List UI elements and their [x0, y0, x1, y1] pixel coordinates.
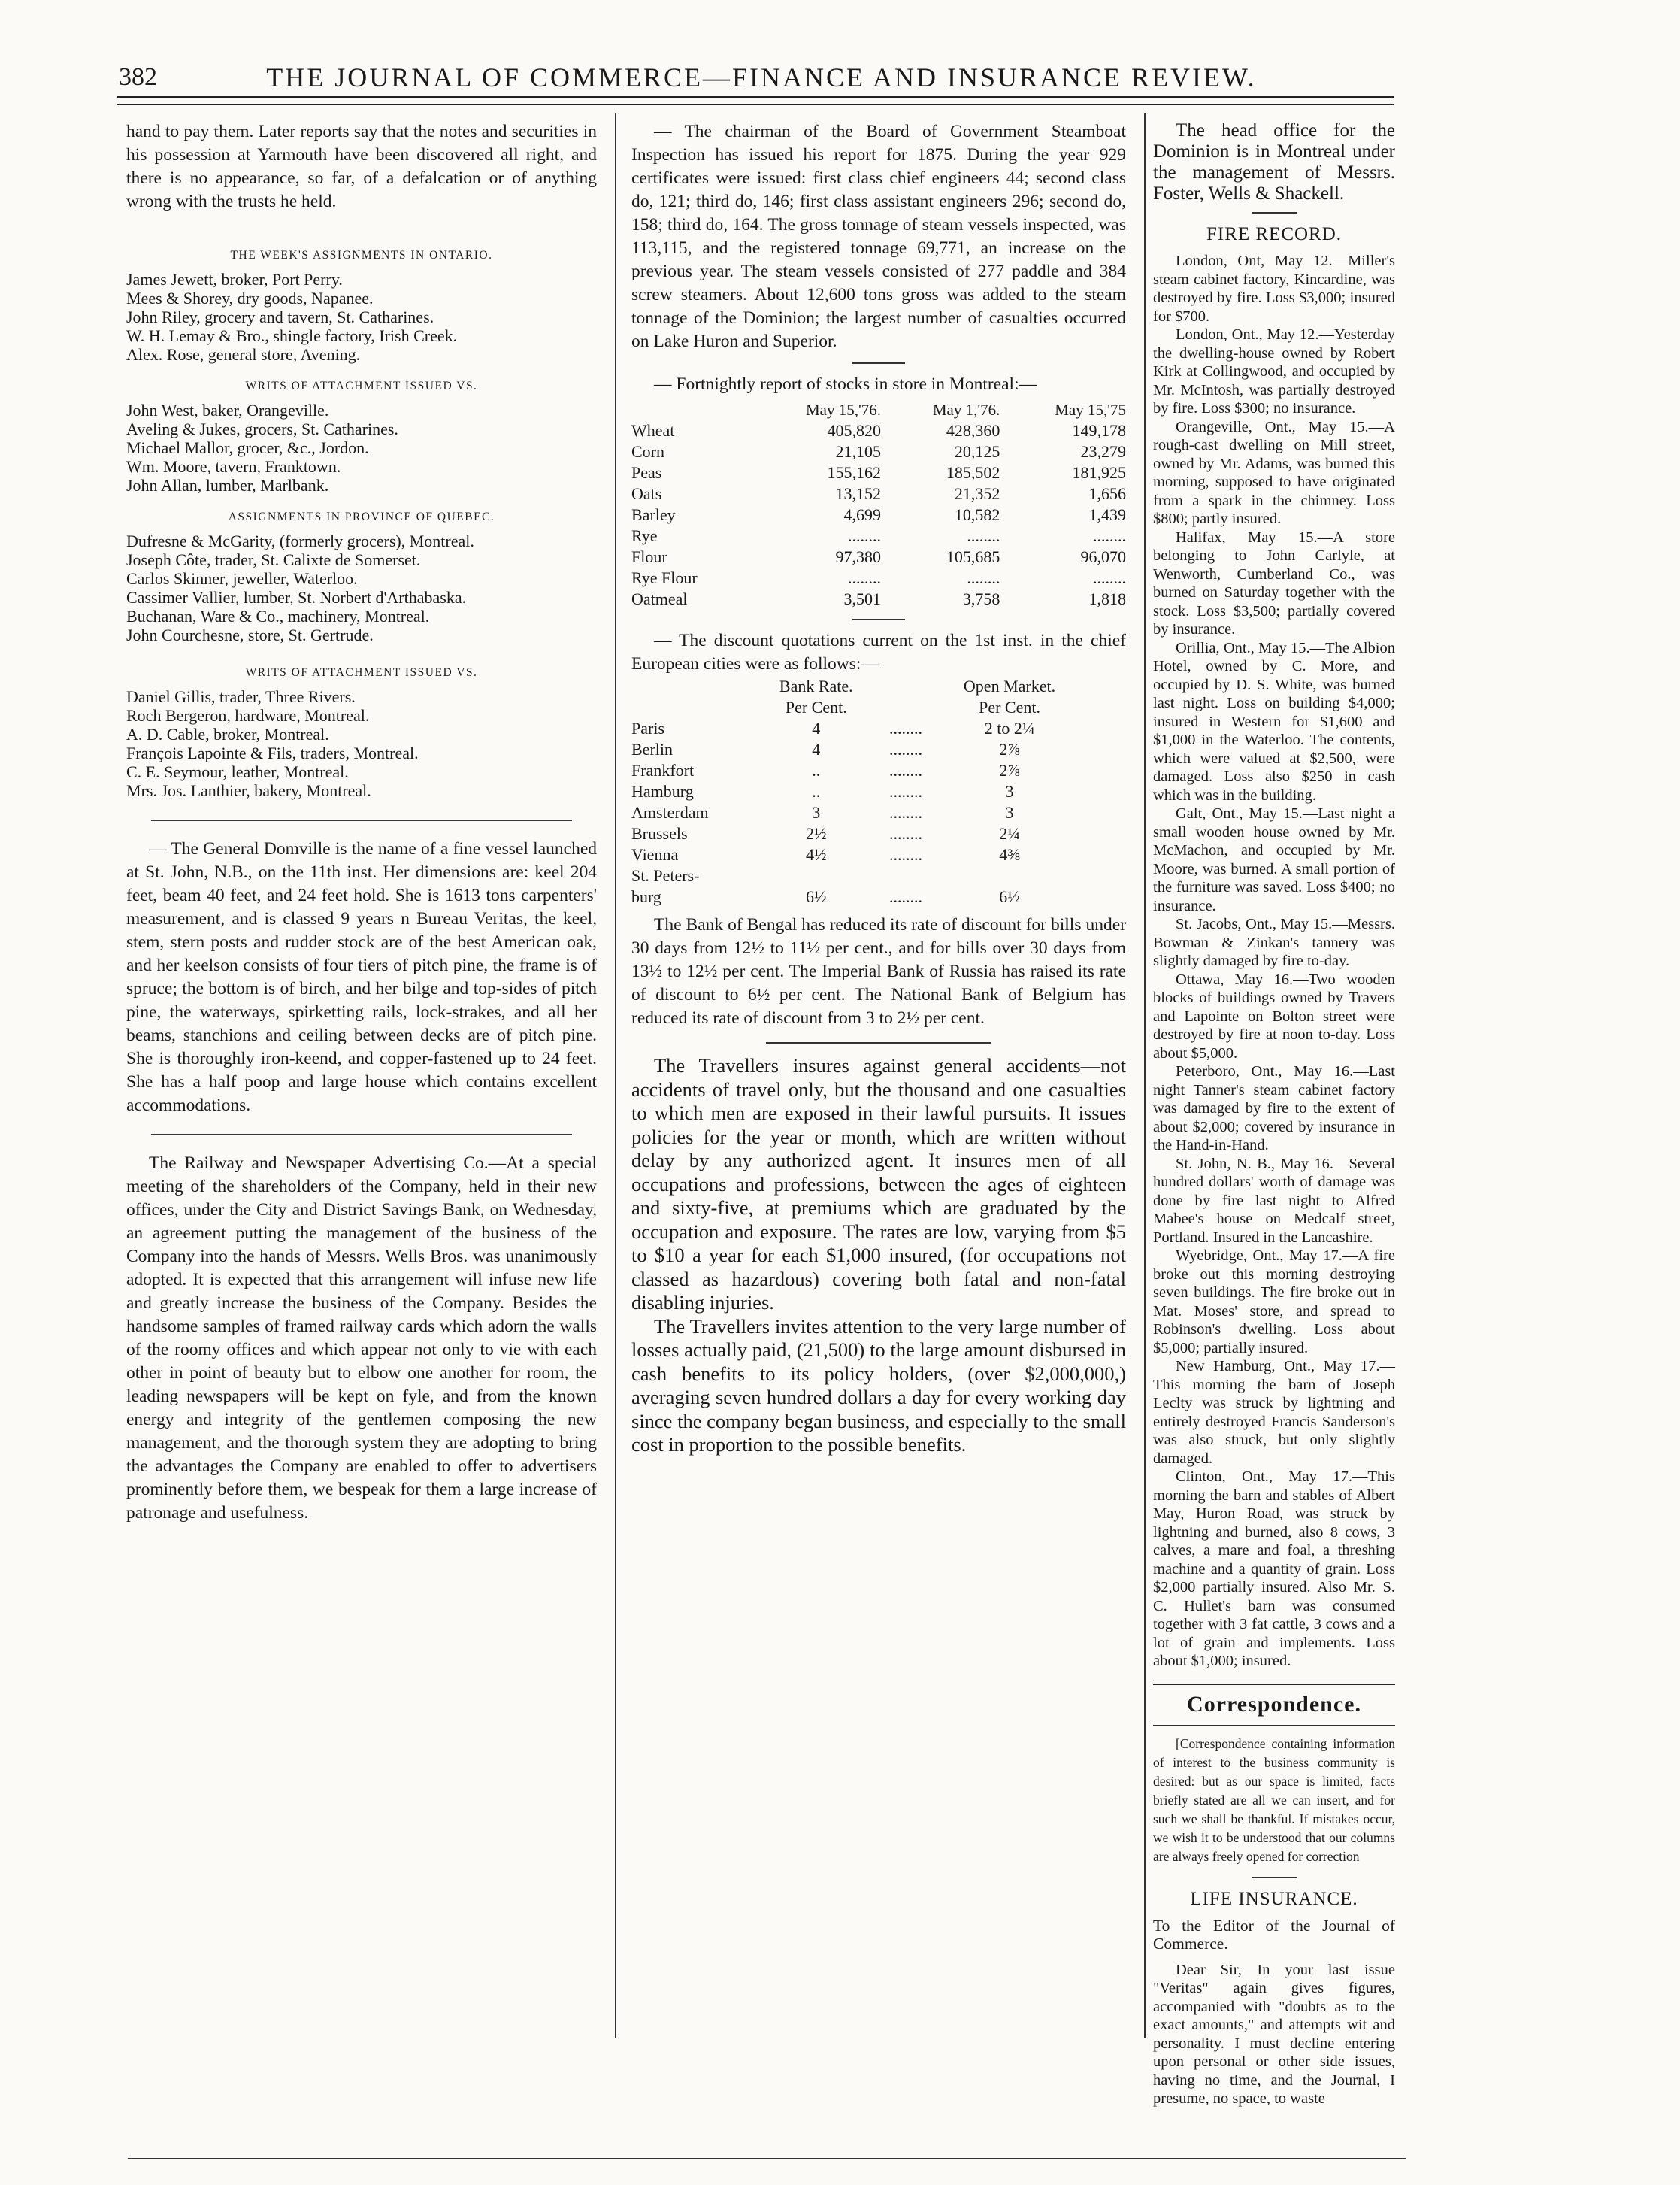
fire-record-item: Orillia, Ont., May 15.—The Albion Hotel, owned by C. More, and occupied by D. S. White, was burned last night. Loss on building $4,000; insured in Western for $1,600 and $1,000 in the Waterloo. The contents, which were valued at $2,500, were damaged. Loss also $250 in cash which was in the building.	[1153, 639, 1395, 804]
list-item: Alex. Rose, general store, Avening.	[126, 345, 361, 364]
list-item: John Riley, grocery and tavern, St. Catharines.	[126, 308, 434, 326]
writs-quebec-list	[126, 687, 597, 800]
list-item: John Allan, lumber, Marlbank.	[126, 476, 329, 495]
stock-value: 21,105	[835, 442, 882, 461]
discount-row	[631, 739, 1086, 760]
list-item: A. D. Cable, broker, Montreal.	[126, 725, 329, 744]
leader-dots: ........	[888, 740, 922, 759]
stocks-row	[631, 547, 1126, 568]
intro-paragraph: hand to pay them. Later reports say that the notes and securities in his possession at Yarmouth have been discovered all right, and there is no appearance, so far, of a defalcation or of anything wrong with the trusts he held.	[126, 122, 597, 211]
city-name: Frankfort	[631, 761, 695, 780]
bank-rate: 2½	[806, 824, 827, 843]
bank-rate	[758, 865, 879, 886]
commodity-name: Wheat	[631, 421, 675, 440]
open-market-rate: 2¼	[999, 824, 1020, 843]
city-name: Paris	[631, 719, 664, 738]
column-left	[126, 120, 597, 1525]
column-divider	[615, 113, 616, 2038]
stocks-row	[631, 420, 1126, 441]
discount-row	[631, 844, 1086, 865]
bank-rate: ..	[812, 782, 821, 801]
stocks-table	[631, 399, 1126, 610]
list-item: Aveling & Jukes, grocers, St. Catharines.	[126, 420, 398, 438]
separator	[1252, 1877, 1297, 1878]
head-office-paragraph: The head office for the Dominion is in Montreal under the management of Messrs. Foster, Wells & Shackell.	[1153, 120, 1395, 204]
leader-dots: ........	[888, 719, 922, 738]
column-divider	[1144, 113, 1146, 2038]
travellers-paragraph-1: The Travellers insures against general accidents—not accidents of travel only, but the thousand and one casualties to which men are exposed in their lawful pursuits. It issues policies for the year or month, which are written without delay by any authorized agent. It insures men of all occupations and professions, between the ages of eighteen and sixty-five, at premiums which are graduated by the occupation and exposure. The rates are low, varying from $5 to $10 a year for each $1,000 insured, (for occupations not classed as hazardous) covering both fatal and non-fatal disabling injuries.	[631, 1054, 1126, 1314]
fire-record-list	[1153, 252, 1395, 1671]
fire-record-item: New Hamburg, Ont., May 17.—This morning the barn of Joseph Leclty was struck by lightning and entirely destroyed Francis Sanderson's was also struck, but only slightly damaged.	[1153, 1358, 1395, 1467]
running-title: THE JOURNAL OF COMMERCE—FINANCE AND INSURANCE REVIEW.	[266, 62, 1257, 92]
railway-paragraph: The Railway and Newspaper Advertising Co.—At a special meeting of the shareholders of the Company, held in their new offices, under the City and District Savings Bank, on Wednesday, an agreement putting the management of the business of the Company into the hands of Messrs. Wells Bros. was unanimously adopted. It is expected that this arrangement will infuse new life and greatly increase the business of the Company. Besides the handsome samples of framed railway cards which adorn the walls of the roomy offices and which appear not only to vie with each other in point of beauty but to elbow one another for room, the leading newspapers will be kept on fyle, and from the known energy and integrity of the gentlemen composing the new management, and the thorough system they are adopting to bring the advantages the Company are enabled to offer to advertisers prominently before them, we bespeak for them a large increase of patronage and usefulness.	[126, 1153, 597, 1523]
stock-value: ........	[1093, 526, 1126, 545]
list-item: Cassimer Vallier, lumber, St. Norbert d'Arthabaska.	[126, 588, 467, 607]
travellers-paragraph-2: The Travellers invites attention to the very large number of losses actually paid, (21,500) to the large amount disbursed in cash benefits to its policy holders, (over $2,000,000,) averaging seven hundred dollars a day for every working day since the company began business, and especially to the small cost in proportion to the possible benefits.	[631, 1314, 1126, 1456]
stock-value: 1,439	[1088, 505, 1126, 524]
stock-value: ........	[967, 526, 1000, 545]
open-market-rate: 3	[1005, 803, 1014, 822]
city-name: Amsterdam	[631, 803, 709, 822]
stock-value: 23,279	[1080, 442, 1126, 461]
bank-rate: 4	[812, 719, 821, 738]
list-item: Joseph Côte, trader, St. Calixte de Somerset.	[126, 550, 421, 569]
stock-value: 181,925	[1072, 463, 1126, 482]
bank-rate-header: Bank Rate.	[779, 677, 853, 696]
header-rule	[117, 96, 1394, 98]
leader-dots: ........	[888, 887, 922, 906]
fire-record-item: Wyebridge, Ont., May 17.—A fire broke out this morning destroying seven buildings. The fire broke out in Mat. Moses' store, and spread to Robinson's dwelling. Loss about $5,000; partially insured.	[1153, 1247, 1395, 1356]
leader-dots: ........	[888, 782, 922, 801]
leader-dots: ........	[888, 761, 922, 780]
fire-record-item: London, Ont., May 12.—Yesterday the dwelling-house owned by Robert Kirk at Collingwood, and occupied by Mr. McIntosh, was partially destroyed by fire. Loss $300; no insurance.	[1153, 326, 1395, 417]
stocks-column-header: May 1,'76.	[932, 401, 1000, 419]
discount-row	[631, 802, 1086, 823]
stock-value: 96,070	[1080, 547, 1126, 566]
assignments-ontario-list	[126, 270, 597, 364]
domville-paragraph: — The General Domville is the name of a fine vessel launched at St. John, N.B., on the 11th inst. Her dimensions are: keel 204 feet, beam 40 feet, and 24 feet hold. She is 1613 tons carpenters' measurement, and is classed 9 years n Bureau Veritas, the keel, stem, stern posts and rudder stock are of the best American oak, and her keelson consists of four tiers of pitch pine, the frame is of spruce; the bottom is of birch, and her bilge and top-sides of pitch pine, the waterways, spirketting rails, lock-strakes, and all her beams, stanchions and ceiling between decks are of pitch pine. She is thoroughly iron-keend, and copper-fastened up to 24 feet. She has a half poop and large house which contains excellent accommodations.	[126, 839, 597, 1115]
stock-value: 10,582	[954, 505, 1000, 524]
fire-record-item: Clinton, Ont., May 17.—This morning the barn and stables of Albert May, Huron Road, was struck by lightning and burned, also 8 cows, 3 calves, a mare and foal, a threshing machine and a quantity of grain. Loss $2,000 partially insured. Also Mr. S. C. Hullet's barn was consumed together with 3 fat cattle, 3 cows and a lot of grain and implements. Loss about $1,000; insured.	[1153, 1468, 1395, 1669]
stock-value: 4,699	[843, 505, 882, 524]
city-name: Berlin	[631, 740, 673, 759]
city-name: Hamburg	[631, 782, 694, 801]
discount-row	[631, 781, 1086, 802]
stock-value: 1,818	[1088, 589, 1126, 608]
writs-ontario-list	[126, 401, 597, 495]
list-item: W. H. Lemay & Bro., shingle factory, Irish Creek.	[126, 326, 458, 345]
bank-rate: 4½	[806, 845, 827, 864]
section-heading: WRITS OF ATTACHMENT ISSUED VS.	[245, 380, 478, 392]
city-name: Vienna	[631, 845, 679, 864]
open-market-rate	[937, 865, 1087, 886]
stock-value: 97,380	[835, 547, 882, 566]
bengal-paragraph: The Bank of Bengal has reduced its rate of discount for bills under 30 days from 12½ to 11½ per cent., and for bills over 30 days from 13½ to 12½ per cent. The Imperial Bank of Russia has raised its rate of discount to 6½ per cent. The National Bank of Belgium has reduced its rate of discount from 3 to 2½ per cent.	[631, 915, 1126, 1028]
list-item: John Courchesne, store, St. Gertrude.	[126, 626, 374, 644]
discount-table	[631, 676, 1086, 908]
leader-dots: ........	[888, 845, 922, 864]
leader-dots: ........	[888, 824, 922, 843]
stock-value: 149,178	[1072, 421, 1126, 440]
stock-value: 428,360	[946, 421, 1000, 440]
separator	[852, 619, 905, 620]
stock-value: ........	[967, 568, 1000, 587]
separator	[852, 362, 905, 364]
discount-row	[631, 865, 1086, 886]
commodity-name: Peas	[631, 463, 662, 482]
bank-rate: 6½	[806, 887, 827, 906]
stocks-row	[631, 483, 1126, 505]
fire-record-item: St. John, N. B., May 16.—Several hundred dollars' worth of damage was done by fire last night to Alfred Mabee's house on Medcalf street, Portland. Insured in the Lancashire.	[1153, 1155, 1395, 1246]
fire-record-item: Peterboro, Ont., May 16.—Last night Tanner's steam cabinet factory was damaged by fire to the extent of about $2,000; covered by insurance in the Hand-in-Hand.	[1153, 1063, 1395, 1153]
header-rule-thin	[117, 104, 1394, 105]
list-item: C. E. Seymour, leather, Montreal.	[126, 762, 349, 781]
section-heading: THE WEEK'S ASSIGNMENTS IN ONTARIO.	[230, 249, 493, 262]
commodity-name: Barley	[631, 505, 676, 524]
stock-value: ........	[1093, 568, 1126, 587]
page-number: 382	[119, 63, 157, 91]
bank-rate-subheader: Per Cent.	[785, 698, 847, 717]
discount-intro: — The discount quotations current on the 1st inst. in the chief European cities were as follows:—	[631, 631, 1126, 674]
stock-value: 155,162	[827, 463, 882, 482]
page-header	[119, 59, 1404, 105]
list-item: John West, baker, Orangeville.	[126, 401, 329, 420]
stocks-column-header: May 15,'76.	[806, 401, 882, 419]
stock-value: 20,125	[954, 442, 1000, 461]
list-item: Dufresne & McGarity, (formerly grocers), Montreal.	[126, 532, 474, 550]
life-insurance-title: LIFE INSURANCE.	[1190, 1888, 1358, 1909]
stock-value: 405,820	[827, 421, 882, 440]
separator	[1153, 1683, 1395, 1685]
fire-record-item: St. Jacobs, Ont., May 15.—Messrs. Bowman & Zinkan's tannery was slightly damaged by fire to-day.	[1153, 916, 1395, 969]
stocks-row	[631, 568, 1126, 589]
stocks-row	[631, 441, 1126, 462]
discount-row	[631, 718, 1086, 739]
assignments-quebec-list	[126, 532, 597, 644]
discount-row	[631, 823, 1086, 844]
commodity-name: Rye	[631, 526, 658, 545]
steamboat-paragraph: — The chairman of the Board of Government Steamboat Inspection has issued his report for 1875. During the year 929 certificates were issued: first class chief engineers 44; second class do, 121; third do, 146; first class assistant engineers 296; second do, 158; third do, 164. The gross tonnage of steam vessels inspected, was 113,115, and the registered tonnage 69,771, an increase on the previous year. The steam vessels consisted of 277 paddle and 384 screw steamers. About 12,600 tons gross was added to the steam tonnage of the Dominion; the largest number of casualties occurred on Lake Huron and Superior.	[631, 122, 1126, 351]
column-right	[1153, 120, 1395, 2108]
open-market-rate: 2⅞	[999, 761, 1020, 780]
stocks-row	[631, 505, 1126, 526]
bank-rate: 4	[812, 740, 821, 759]
list-item: Mees & Shorey, dry goods, Napanee.	[126, 289, 374, 308]
open-market-subheader: Per Cent.	[979, 698, 1040, 717]
discount-row	[631, 886, 1086, 908]
correspondence-note: [Correspondence containing information of interest to the business community is desired: but as our space is limited, facts briefly stated are all we can insert, and for such we shall be thankful. If mistakes occur, we wish it to be understood that our columns are always freely opened for correction	[1153, 1735, 1395, 1864]
separator	[766, 1042, 991, 1044]
discount-row	[631, 760, 1086, 781]
fire-record-item: Galt, Ont., May 15.—Last night a small wooden house owned by Mr. McMachon, and occupied by Mr. Moore, was burned. A small portion of the furniture was saved. Loss $400; no insurance.	[1153, 805, 1395, 914]
commodity-name: Rye Flour	[631, 568, 698, 587]
open-market-rate: 2 to 2¼	[984, 719, 1035, 738]
stock-value: 1,656	[1088, 484, 1126, 503]
leader-dots: ........	[888, 803, 922, 822]
list-item: James Jewett, broker, Port Perry.	[126, 270, 343, 289]
fire-record-title: FIRE RECORD.	[1206, 224, 1342, 244]
stock-value: 105,685	[946, 547, 1000, 566]
bank-rate: 3	[812, 803, 821, 822]
list-item: Buchanan, Ware & Co., machinery, Montreal.	[126, 607, 430, 626]
separator	[151, 820, 572, 821]
open-market-rate: 4⅜	[999, 845, 1020, 864]
open-market-rate: 3	[1005, 782, 1014, 801]
correspondence-title: Correspondence.	[1187, 1691, 1361, 1717]
list-item: Roch Bergeron, hardware, Montreal.	[126, 706, 370, 725]
open-market-rate: 2⅞	[999, 740, 1020, 759]
list-item: Mrs. Jos. Lanthier, bakery, Montreal.	[126, 781, 371, 800]
stock-value: 13,152	[835, 484, 882, 503]
commodity-name: Corn	[631, 442, 664, 461]
list-item: Daniel Gillis, trader, Three Rivers.	[126, 687, 356, 706]
separator	[1252, 212, 1297, 214]
bank-rate: ..	[812, 761, 821, 780]
stocks-row	[631, 462, 1126, 483]
stock-value: 3,758	[962, 589, 1000, 608]
leader-dots	[879, 865, 937, 886]
list-item: Wm. Moore, tavern, Franktown.	[126, 457, 341, 476]
list-item: Michael Mallor, grocer, &c., Jordon.	[126, 438, 369, 457]
stock-value: ........	[848, 568, 882, 587]
list-item: François Lapointe & Fils, traders, Montreal.	[126, 744, 419, 762]
separator	[1153, 1725, 1395, 1726]
column-middle	[631, 120, 1126, 1457]
stocks-intro: — Fortnightly report of stocks in store in Montreal:—	[654, 374, 1037, 394]
section-heading: ASSIGNMENTS IN PROVINCE OF QUEBEC.	[228, 511, 495, 523]
letter-paragraph: Dear Sir,—In your last issue "Veritas" again gives figures, accompanied with "doubts as to the exact amounts," and attempts wit and personality. I must decline entering upon personal or other side issues, having no time, and the Journal, I presume, no space, to waste	[1153, 1961, 1395, 2107]
stock-value: ........	[848, 526, 882, 545]
stocks-row	[631, 526, 1126, 547]
stock-value: 3,501	[843, 589, 882, 608]
stock-value: 185,502	[946, 463, 1000, 482]
fire-record-item: Ottawa, May 16.—Two wooden blocks of buildings owned by Travers and Lapointe on Bolton street were destroyed by fire at noon to-day. Loss about $5,000.	[1153, 971, 1395, 1062]
fire-record-item: London, Ont, May 12.—Miller's steam cabinet factory, Kincardine, was destroyed by fire. Loss $3,000; insured for $700.	[1153, 253, 1395, 325]
commodity-name: Oats	[631, 484, 662, 503]
fire-record-item: Halifax, May 15.—A store belonging to John Carlyle, at Wenworth, Cumberland Co., was burned on Saturday together with the stock. Loss $3,500; partially covered by insurance.	[1153, 529, 1395, 638]
stocks-row	[631, 589, 1126, 610]
section-heading: WRITS OF ATTACHMENT ISSUED VS.	[245, 666, 478, 679]
fire-record-item: Orangeville, Ont., May 15.—A rough-cast dwelling on Mill street, owned by Mr. Adams, was burned this morning, supposed to have originated from a spark in the chimney. Loss $800; partly insured.	[1153, 418, 1395, 527]
to-editor-line: To the Editor of the Journal of Commerce.	[1153, 1916, 1395, 1953]
stocks-column-header: May 15,'75	[1055, 401, 1126, 419]
stock-value: 21,352	[954, 484, 1000, 503]
footer-rule	[128, 2158, 1406, 2159]
separator	[151, 1134, 572, 1135]
city-name: Brussels	[631, 824, 688, 843]
commodity-name: Oatmeal	[631, 589, 688, 608]
list-item: Carlos Skinner, jeweller, Waterloo.	[126, 569, 358, 588]
commodity-name: Flour	[631, 547, 667, 566]
city-name: St. Peters-	[631, 866, 700, 885]
city-name: burg	[631, 887, 661, 906]
open-market-header: Open Market.	[963, 677, 1056, 696]
open-market-rate: 6½	[999, 887, 1020, 906]
